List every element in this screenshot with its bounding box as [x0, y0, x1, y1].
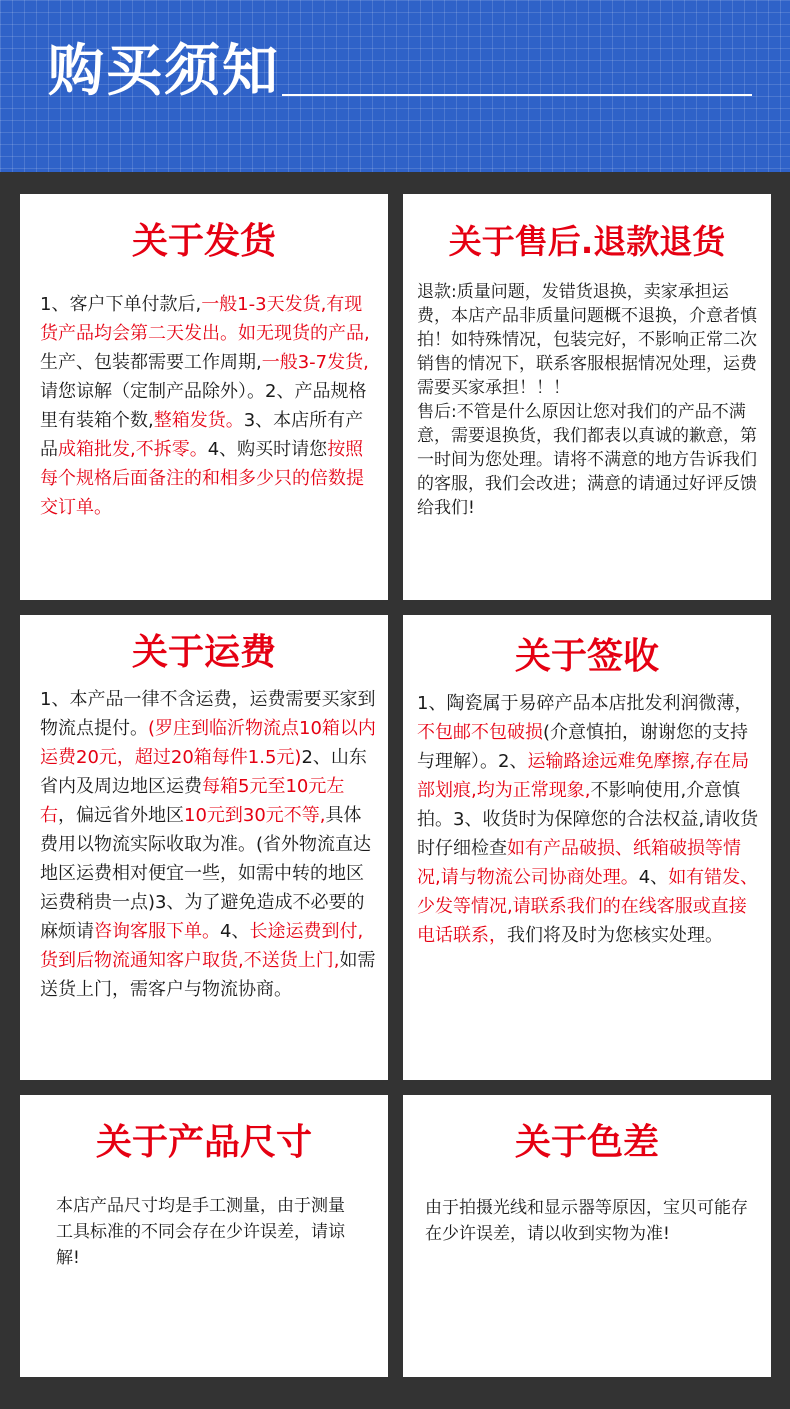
- text-segment: 如有产品破损、纸箱破损等情况,请与物流公司协商处理。: [417, 838, 741, 888]
- card-body-color: 由于拍摄光线和显示器等原因，宝贝可能存在少许误差，请以收到实物为准!: [425, 1198, 748, 1244]
- text-segment: 2、: [498, 751, 528, 772]
- card-color: [403, 1095, 771, 1377]
- card-title-freight: 关于运费: [131, 632, 276, 673]
- page-header: [0, 0, 790, 172]
- text-segment: 4、购买时请您: [207, 439, 328, 460]
- card-shipping: [20, 194, 388, 600]
- text-segment: 3、本店所有产品: [40, 410, 364, 460]
- text-segment: (省外物流直达地区运费相对便宜一些，如需中转的地区运费稍贵一点)3、为了避免造成不必要的麻烦请: [40, 834, 372, 942]
- card-receipt: [403, 615, 771, 1080]
- text-segment: 不影响使用,介意慎拍。: [417, 780, 741, 830]
- card-body-size: 本店产品尺寸均是手工测量，由于测量工具标准的不同会存在少许误差，请谅解!: [56, 1196, 345, 1268]
- card-freight: [20, 615, 388, 1080]
- card-after-sales: [403, 194, 771, 600]
- after-sales-refund: 退款:质量问题，发错货退换，卖家承担运费，本店产品非质量问题概不退换，介意者慎拍！如特殊情况，包装完好，不影响正常二次销售的情况下，联系客服根据情况处理，运费需要买家承担！！！: [417, 282, 757, 398]
- card-title-color: 关于色差: [514, 1122, 659, 1163]
- card-title-size: 关于产品尺寸: [95, 1122, 312, 1163]
- text-segment: 我们将及时为您核实处理。: [507, 925, 723, 946]
- text-segment: 成箱批发,不拆零。: [58, 439, 208, 460]
- text-segment: 按照每个规格后面备注的和相多少只的倍数提交订单。: [40, 439, 364, 518]
- text-segment: 每箱5元至10元左右: [40, 776, 345, 826]
- header-divider: [282, 94, 752, 96]
- text-segment: 长途运费到付,货到后物流通知客户取货,不送货上门,: [40, 921, 364, 971]
- text-segment: 4、: [638, 867, 669, 888]
- text-segment: 运输路途远难免摩擦,存在局部划痕,均为正常现象,: [417, 751, 750, 801]
- text-segment: 整箱发货。: [153, 410, 244, 431]
- text-segment: 一般1-3天发货,有现货产品均会第二天发出。如无现货的产品,: [40, 294, 370, 344]
- card-title-shipping: 关于发货: [131, 221, 276, 262]
- text-segment: 不包邮不包破损: [417, 722, 543, 743]
- text-segment: 1、本产品一律不含运费，运费需要买家到物流点提付。: [40, 689, 376, 739]
- text-segment: 如有错发、少发等情况,请联系我们的在线客服或直接电话联系，: [417, 867, 759, 946]
- text-segment: (罗庄到临沂物流点10箱以内运费20元，超过20箱每件1.5元): [40, 718, 376, 768]
- text-segment: 生产、包装都需要工作周期,: [40, 352, 262, 373]
- text-segment: 4、: [220, 921, 250, 942]
- text-segment: ，偏远省外地区: [58, 805, 184, 826]
- after-sales-service: 售后:不管是什么原因让您对我们的产品不满意，需要退换货，我们都表以真诚的歉意，第一时间为您处理。请将不满意的地方告诉我们的客服，我们会改进；满意的请通过好评反馈给我们!: [417, 402, 757, 518]
- text-segment: 如需送货上门，需客户与物流协商。: [40, 950, 376, 1000]
- page-title: 购买须知: [48, 39, 280, 104]
- text-segment: 具体费用以物流实际收取为准。: [40, 805, 362, 855]
- text-segment: 1、客户下单付款后,: [40, 294, 202, 315]
- card-title-after-sales: 关于售后.退款退货: [448, 222, 726, 261]
- card-title-receipt: 关于签收: [514, 636, 659, 677]
- card-size: [20, 1095, 388, 1377]
- text-segment: 一般3-7发货,: [261, 352, 369, 373]
- card-body-freight: [40, 685, 378, 1004]
- text-segment: 请您谅解（定制产品除外）。2、产品规格里有装箱个数,: [40, 381, 367, 431]
- card-body-shipping: [40, 290, 380, 522]
- text-segment: 10元到30元不等,: [184, 805, 326, 826]
- text-segment: (介意慎拍，谢谢您的支持与理解）。: [417, 722, 749, 772]
- card-body-after-sales: [417, 280, 761, 520]
- text-segment: 2、山东省内及周边地区运费: [40, 747, 367, 797]
- text-segment: 咨询客服下单。: [94, 921, 220, 942]
- text-segment: 3、收货时为保障您的合法权益,请收货时仔细检查: [417, 809, 759, 859]
- text-segment: 1、陶瓷属于易碎产品本店批发利润微薄，: [417, 693, 753, 714]
- card-body-receipt: [417, 689, 761, 950]
